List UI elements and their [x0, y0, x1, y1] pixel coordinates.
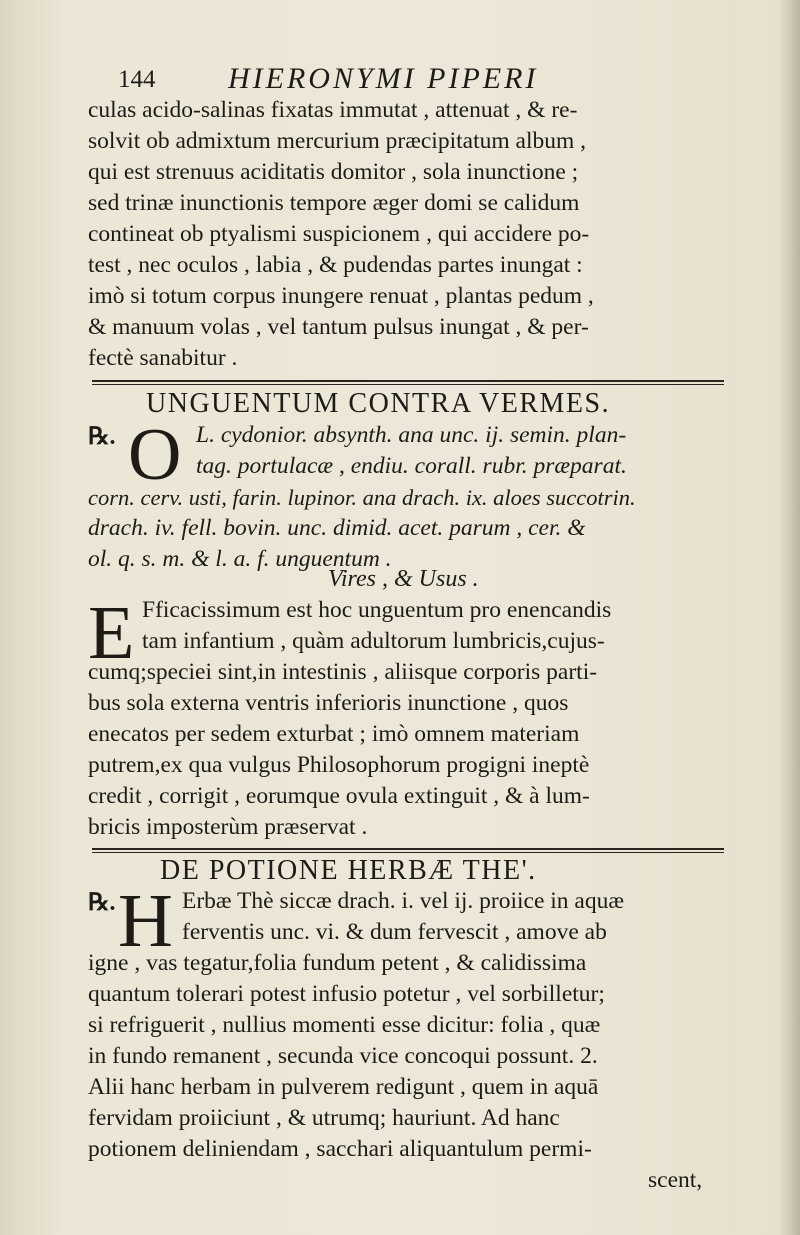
text-line: test , nec oculos , labia , & pudendas partes inungat : — [88, 252, 583, 278]
text-line: solvit ob admixtum mercurium præcipitatum album , — [88, 128, 586, 154]
text-line: & manuum volas , vel tantum pulsus inungat , & per- — [88, 314, 589, 340]
uses-first-lines — [142, 595, 736, 657]
running-title: HIERONYMI PIPERI — [228, 62, 539, 95]
section-divider-rule — [92, 848, 724, 853]
uses-body-text — [88, 657, 736, 843]
text-line: contineat ob ptyalismi suspicionem , qui accidere po- — [88, 221, 590, 247]
section-heading-unguentum: UNGUENTUM CONTRA VERMES. — [146, 388, 611, 419]
text-line: si refriguerit , nullius momenti esse dicitur: folia , quæ — [88, 1012, 601, 1038]
recipe-first-lines — [196, 420, 736, 482]
text-line: culas acido-salinas fixatas immutat , attenuat , & re- — [88, 97, 578, 123]
recipe-line: L. cydonior. absynth. ana unc. ij. semin. plan- — [196, 422, 627, 448]
text-line: fectè sanabitur . — [88, 345, 238, 371]
text-line: bus sola externa ventris inferioris inunctione , quos — [88, 690, 569, 716]
page-number: 144 — [118, 66, 156, 93]
text-line: Fficacissimum est hoc unguentum pro enencandis — [142, 597, 612, 623]
text-line: ferventis unc. vi. & dum fervescit , amove ab — [182, 919, 607, 945]
potion-body-text — [88, 948, 736, 1196]
text-line: putrem,ex qua vulgus Philosophorum progigni ineptè — [88, 752, 590, 778]
section-divider-rule — [92, 380, 724, 385]
text-line: igne , vas tegatur,folia fundum petent , & calidissima — [88, 950, 587, 976]
recipe-line: drach. iv. fell. bovin. unc. dimid. acet. parum , cer. & — [88, 515, 586, 541]
recipe-line: tag. portulacæ , endiu. corall. rubr. præparat. — [196, 453, 627, 479]
text-line: qui est strenuus aciditatis domitor , sola inunctione ; — [88, 159, 579, 185]
section-continuation-text — [88, 95, 736, 374]
recipe-lines — [88, 482, 736, 575]
text-line: potionem deliniendam , sacchari aliquantulum permi- — [88, 1136, 592, 1162]
text-line: enecatos per sedem exturbat ; imò omnem materiam — [88, 721, 580, 747]
text-line: credit , corrigit , eorumque ovula extinguit , & à lum- — [88, 783, 590, 809]
recipe-symbol: ℞. — [88, 890, 116, 916]
recipe-line: ol. q. s. m. & l. a. f. unguentum . — [88, 546, 392, 572]
text-line: fervidam proiiciunt , & utrumq; hauriunt. Ad hanc — [88, 1105, 560, 1131]
text-line: Erbæ Thè siccæ drach. i. vel ij. proiice in aquæ — [182, 888, 625, 914]
text-line: Alii hanc herbam in pulverem redigunt , quem in aquā — [88, 1074, 599, 1100]
text-line: cumq;speciei sint,in intestinis , aliisque corporis parti- — [88, 659, 598, 685]
text-line: in fundo remanent , secunda vice concoqui possunt. 2. — [88, 1043, 598, 1069]
running-header — [118, 62, 718, 98]
text-line: bricis imposterùm præservat . — [88, 814, 368, 840]
drop-cap-h: H — [118, 879, 173, 963]
section-heading-potione: DE POTIONE HERBÆ THE'. — [160, 855, 537, 886]
drop-cap-o: O — [128, 414, 182, 496]
subheading-vires-usus: Vires , & Usus . — [328, 566, 479, 592]
drop-cap-e: E — [88, 591, 135, 675]
catchword: scent, — [648, 1167, 703, 1193]
recipe-line: corn. cerv. usti, farin. lupinor. ana drach. ix. aloes succotrin. — [88, 485, 636, 510]
text-line: imò si totum corpus inungere renuat , plantas pedum , — [88, 283, 594, 309]
text-line: quantum tolerari potest infusio potetur , vel sorbilletur; — [88, 981, 605, 1007]
text-line: tam infantium , quàm adultorum lumbricis,cujus- — [142, 628, 605, 654]
page-edge-shadow — [778, 0, 800, 1235]
text-line: sed trinæ inunctionis tempore æger domi se calidum — [88, 190, 580, 216]
recipe-symbol: ℞. — [88, 424, 116, 450]
potion-first-lines — [182, 886, 736, 948]
